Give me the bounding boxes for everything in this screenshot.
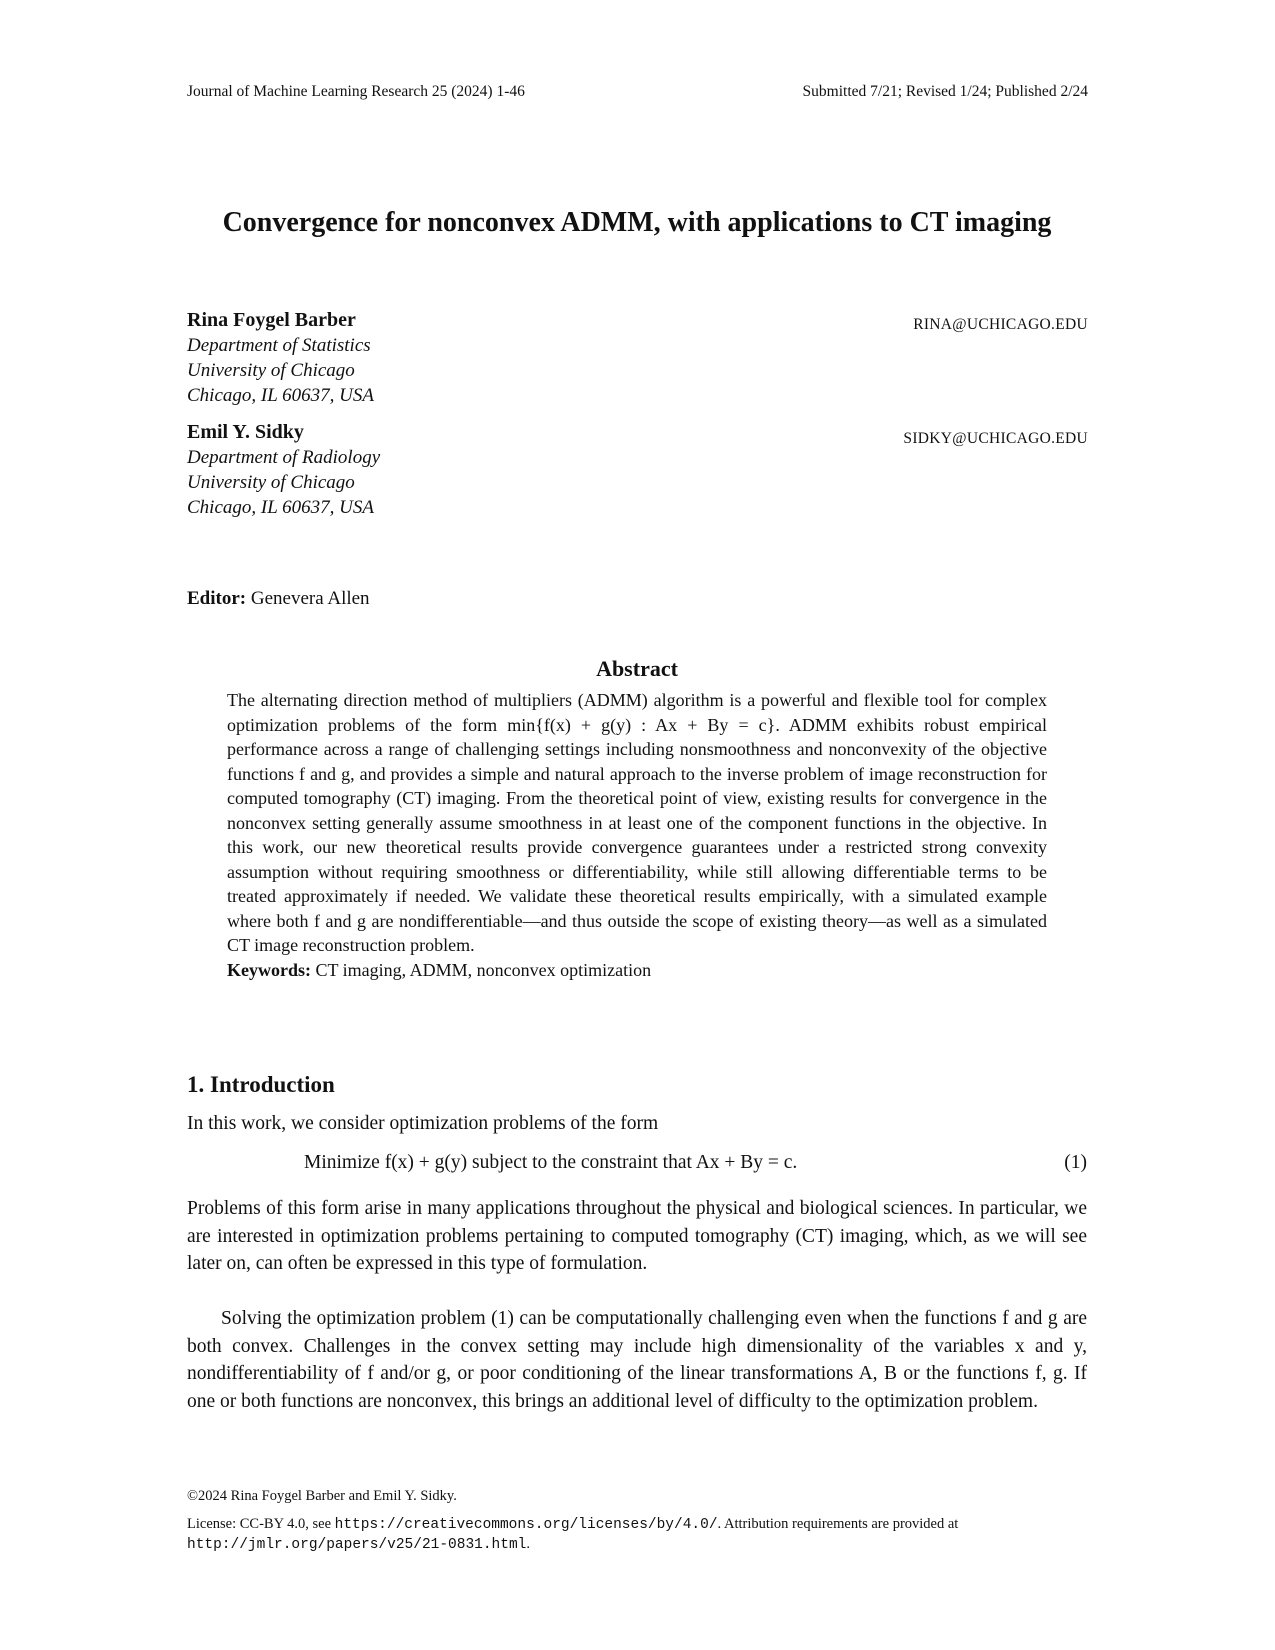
abstract-text: The alternating direction method of multipliers (ADMM) algorithm is a powerful and flexible tool for complex optimization problems of the form min{f(x) + g(y) : Ax + By = c}. ADMM exhibits robust empirical performance across a range of challenging settings including nonsmoothness and nonconvexity of the objective functions f and g, and provides a simple and natural approach to the inverse problem of image reconstruction for computed tomography (CT) imaging. From the theoretical point of view, existing results for convergence in the nonconvex setting generally assume smoothness in at least one of the component functions in the objective. In this work, our new theoretical results provide convergence guarantees under a restricted strong convexity assumption without requiring smoothness or differentiability, while still allowing differentiable terms to be treated approximately if needed. We validate these theoretical results empirically, with a simulated example where both f and g are nondifferentiable—and thus outside the scope of existing theory—as well as a simulated CT image reconstruction problem. (227, 690, 1047, 955)
journal-header: Journal of Machine Learning Research 25 (2024) 1-46 (187, 83, 525, 100)
abstract-heading: Abstract (596, 656, 678, 681)
author-location: Chicago, IL 60637, USA (187, 497, 375, 518)
editor-line (187, 588, 370, 610)
paper-link[interactable]: http://jmlr.org/papers/v25/21-0831.html (187, 1537, 527, 1553)
author-email: RINA@UCHICAGO.EDU (913, 316, 1088, 333)
author-block-1 (187, 308, 374, 408)
paper-title: Convergence for nonconvex ADMM, with applications to CT imaging (222, 207, 1052, 238)
license-text: . Attribution requirements are provided at (717, 1516, 959, 1532)
keywords: CT imaging, ADMM, nonconvex optimization (315, 959, 652, 980)
section-heading: 1. Introduction (187, 1072, 335, 1097)
author-name: Rina Foygel Barber (187, 309, 356, 331)
intro-sentence: In this work, we consider optimization problems of the form (187, 1113, 659, 1134)
license-text: License: CC-BY 4.0, see (187, 1516, 335, 1532)
editor-label: Editor: (187, 588, 247, 609)
author-department: Department of Radiology (187, 447, 381, 468)
equation-number: (1) (1064, 1152, 1087, 1173)
author-university: University of Chicago (187, 472, 355, 493)
author-block-2 (187, 420, 380, 520)
author-name: Emil Y. Sidky (187, 421, 304, 443)
abstract (227, 688, 1047, 982)
license-notice (187, 1515, 1087, 1555)
editor-name: Genevera Allen (250, 588, 370, 609)
author-university: University of Chicago (187, 360, 355, 381)
paragraph: Solving the optimization problem (1) can be computationally challenging even when the functions f and g are both convex. Challenges in the convex setting may include high dimensionality of the variables x and y, nondifferentiability of f and/or g, or poor conditioning of the linear transformations A, B or the functions f, g. If one or both functions are nonconvex, this brings an additional level of difficulty to the optimization problem. (187, 1308, 1087, 1412)
license-link[interactable]: https://creativecommons.org/licenses/by/4.0/ (334, 1517, 718, 1533)
license-text: . (526, 1536, 530, 1552)
copyright-notice: ©2024 Rina Foygel Barber and Emil Y. Sidky. (187, 1488, 457, 1504)
paragraph: Problems of this form arise in many applications throughout the physical and biological sciences. In particular, we are interested in optimization problems pertaining to computed tomography (CT) imaging, which, as we will see later on, can often be expressed in this type of formulation. (187, 1198, 1087, 1274)
equation-body: Minimize f(x) + g(y) subject to the constraint that Ax + By = c. (304, 1152, 798, 1173)
keywords-label: Keywords: (227, 959, 311, 980)
author-email: SIDKY@UCHICAGO.EDU (903, 430, 1088, 447)
keywords-line (227, 958, 1047, 983)
submission-dates: Submitted 7/21; Revised 1/24; Published 2/24 (802, 83, 1088, 100)
author-location: Chicago, IL 60637, USA (187, 385, 375, 406)
author-department: Department of Statistics (187, 335, 371, 356)
